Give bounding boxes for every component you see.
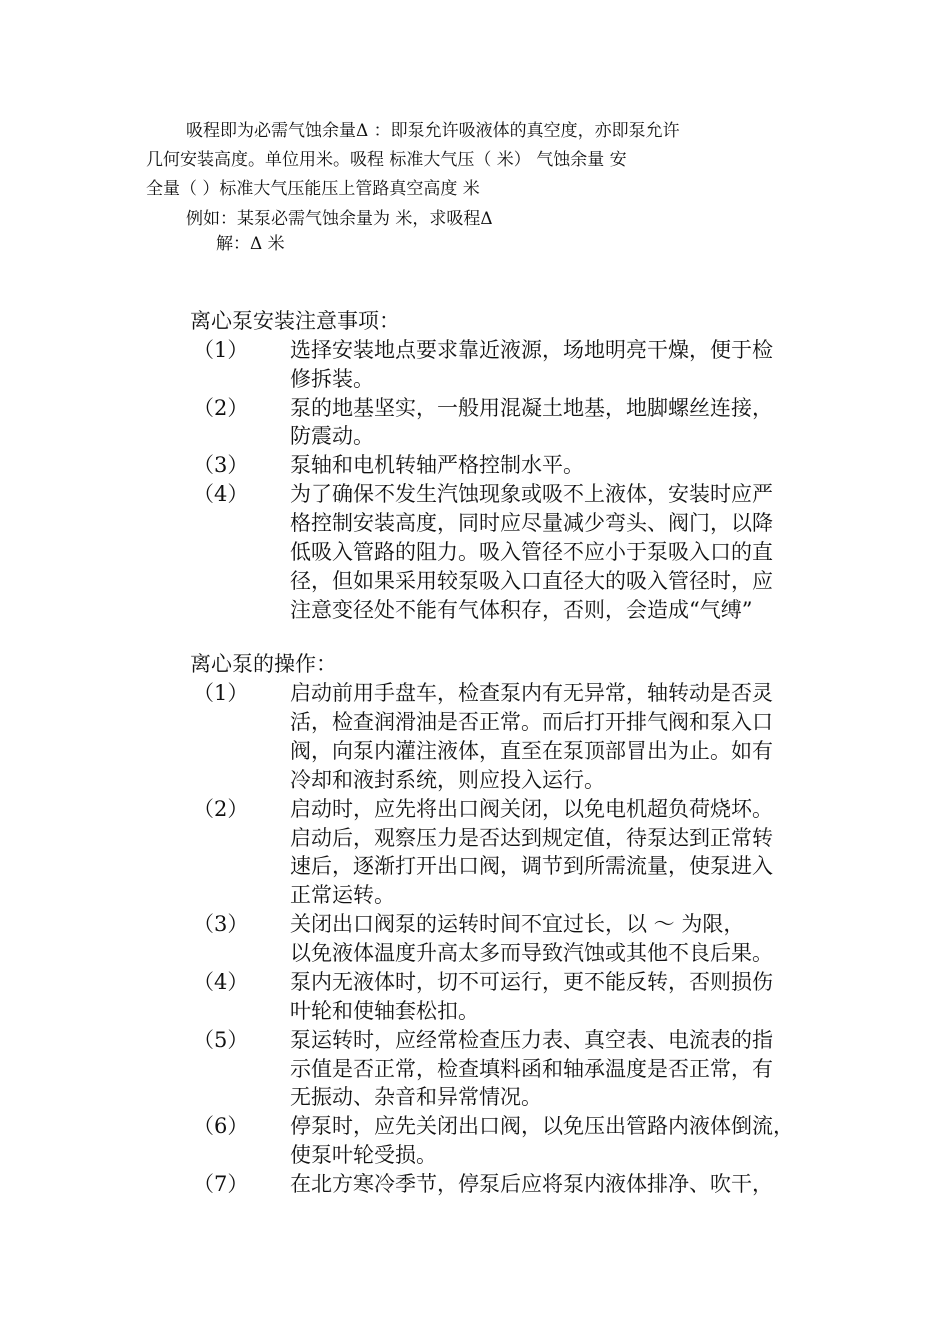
operation-item-1-number: （1） bbox=[193, 681, 249, 705]
operation-item-7-line-1: 在北方寒冷季节，停泵后应将泵内液体排净、吹干， bbox=[290, 1172, 773, 1196]
installation-item-1-line-2: 修拆装。 bbox=[290, 367, 374, 391]
operation-item-1-line-3: 阀，向泵内灌注液体，直至在泵顶部冒出为止。如有 bbox=[290, 739, 773, 763]
operation-item-4-line-2: 叶轮和使轴套松扣。 bbox=[290, 999, 479, 1023]
installation-item-1-number: （1） bbox=[193, 338, 249, 362]
operation-item-6-number: （6） bbox=[193, 1114, 249, 1138]
operation-item-6-line-2: 使泵叶轮受损。 bbox=[290, 1143, 437, 1167]
operation-item-5-number: （5） bbox=[193, 1028, 249, 1052]
installation-item-3-number: （3） bbox=[193, 453, 249, 477]
example-line: 例如：某泵必需气蚀余量为 米，求吸程Δ bbox=[186, 209, 493, 229]
operation-item-2-line-2: 启动后，观察压力是否达到规定值，待泵达到正常转 bbox=[290, 826, 773, 850]
installation-item-2-number: （2） bbox=[193, 396, 249, 420]
installation-heading: 离心泵安装注意事项： bbox=[190, 309, 400, 333]
operation-item-2-line-1: 启动时，应先将出口阀关闭，以免电机超负荷烧坏。 bbox=[290, 797, 773, 821]
operation-item-2-number: （2） bbox=[193, 797, 249, 821]
installation-item-4-line-5: 注意变径处不能有气体积存，否则，会造成“气缚” bbox=[290, 598, 753, 622]
operation-item-1-line-1: 启动前用手盘车，检查泵内有无异常，轴转动是否灵 bbox=[290, 681, 773, 705]
intro-line-3: 全量（ ）标准大气压能压上管路真空高度 米 bbox=[146, 179, 480, 199]
operation-item-7-number: （7） bbox=[193, 1172, 249, 1196]
operation-item-3-number: （3） bbox=[193, 912, 249, 936]
operation-item-5-line-2: 示值是否正常，检查填料函和轴承温度是否正常，有 bbox=[290, 1057, 773, 1081]
intro-line-2: 几何安装高度。单位用米。吸程 标准大气压（ 米） 气蚀余量 安 bbox=[146, 150, 627, 170]
operation-item-3-line-1: 关闭出口阀泵的运转时间不宜过长，以 ～ 为限， bbox=[290, 912, 745, 936]
operation-item-1-line-4: 冷却和液封系统，则应投入运行。 bbox=[290, 768, 605, 792]
operation-item-2-line-3: 速后，逐渐打开出口阀，调节到所需流量，使泵进入 bbox=[290, 854, 773, 878]
installation-item-4-line-4: 径，但如果采用较泵吸入口直径大的吸入管径时，应 bbox=[290, 569, 773, 593]
installation-item-4-line-2: 格控制安装高度，同时应尽量减少弯头、阀门，以降 bbox=[290, 511, 773, 535]
operation-item-5-line-3: 无振动、杂音和异常情况。 bbox=[290, 1085, 542, 1109]
installation-item-4-number: （4） bbox=[193, 482, 249, 506]
operation-item-2-line-4: 正常运转。 bbox=[290, 883, 395, 907]
operation-item-5-line-1: 泵运转时，应经常检查压力表、真空表、电流表的指 bbox=[290, 1028, 773, 1052]
operation-item-3-line-2: 以免液体温度升高太多而导致汽蚀或其他不良后果。 bbox=[290, 941, 773, 965]
installation-item-1-line-1: 选择安装地点要求靠近液源，场地明亮干燥，便于检 bbox=[290, 338, 773, 362]
operation-item-4-line-1: 泵内无液体时，切不可运行，更不能反转，否则损伤 bbox=[290, 970, 773, 994]
operation-item-1-line-2: 活，检查润滑油是否正常。而后打开排气阀和泵入口 bbox=[290, 710, 773, 734]
operation-item-4-number: （4） bbox=[193, 970, 249, 994]
installation-item-4-line-3: 低吸入管路的阻力。吸入管径不应小于泵吸入口的直 bbox=[290, 540, 773, 564]
installation-item-4-line-1: 为了确保不发生汽蚀现象或吸不上液体，安装时应严 bbox=[290, 482, 773, 506]
installation-item-2-line-2: 防震动。 bbox=[290, 424, 374, 448]
operation-heading: 离心泵的操作： bbox=[190, 652, 337, 676]
solution-line: 解：Δ 米 bbox=[216, 234, 285, 254]
intro-line-1: 吸程即为必需气蚀余量Δ ：即泵允许吸液体的真空度，亦即泵允许 bbox=[186, 121, 680, 141]
installation-item-3-line-1: 泵轴和电机转轴严格控制水平。 bbox=[290, 453, 584, 477]
operation-item-6-line-1: 停泵时，应先关闭出口阀，以免压出管路内液体倒流， bbox=[290, 1114, 794, 1138]
installation-item-2-line-1: 泵的地基坚实，一般用混凝土地基，地脚螺丝连接， bbox=[290, 396, 773, 420]
